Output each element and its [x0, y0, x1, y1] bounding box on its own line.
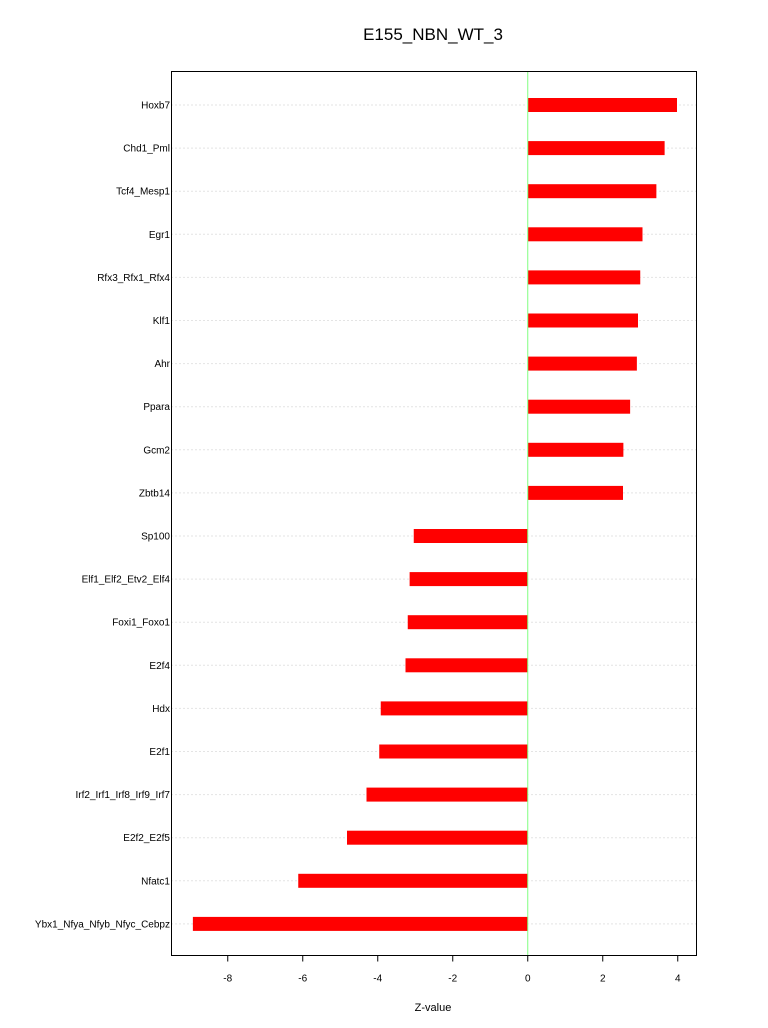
bar: [528, 400, 630, 414]
category-label: Irf2_Irf1_Irf8_Irf9_Irf7: [75, 790, 170, 802]
bar: [414, 529, 528, 543]
category-label: Foxi1_Foxo1: [112, 617, 170, 629]
category-labels: [35, 101, 171, 931]
category-label: E2f1: [149, 747, 170, 758]
bar: [528, 443, 624, 457]
bar: [381, 701, 528, 715]
category-label: Nfatc1: [141, 876, 170, 888]
bar: [408, 615, 528, 629]
bar: [406, 658, 528, 672]
x-tick-label: 2: [599, 973, 606, 985]
category-label: Gcm2: [143, 445, 170, 457]
bar: [347, 831, 528, 845]
x-tick-label: -2: [448, 973, 458, 985]
category-label: Egr1: [148, 229, 170, 241]
bar: [528, 486, 623, 500]
bar: [298, 874, 528, 888]
bar: [193, 917, 528, 931]
category-label: Ppara: [143, 402, 170, 414]
bar: [528, 98, 677, 112]
x-tick-label: -4: [373, 973, 383, 985]
category-label: Hoxb7: [141, 100, 170, 112]
bar: [410, 572, 528, 586]
category-label: E2f4: [149, 660, 170, 672]
bar: [367, 788, 528, 802]
x-tick-label: -8: [223, 973, 233, 985]
bars: [193, 98, 677, 931]
category-label: Tcf4_Mesp1: [116, 186, 170, 198]
x-tick-label: -6: [298, 973, 308, 985]
x-axis: [223, 956, 681, 985]
x-axis-title: Z-value: [414, 1002, 452, 1014]
category-label: Ahr: [154, 359, 170, 371]
chart-title: E155_NBN_WT_3: [363, 25, 503, 44]
bar: [528, 357, 637, 371]
category-label: Hdx: [152, 703, 170, 715]
x-tick-label: 0: [524, 973, 531, 985]
category-label: Klf1: [152, 316, 170, 327]
bar: [379, 745, 528, 759]
bar: [528, 314, 638, 328]
bar: [528, 184, 657, 198]
category-label: Ybx1_Nfya_Nfyb_Nfyc_Cebpz: [34, 919, 170, 931]
category-label: Sp100: [141, 531, 170, 543]
x-tick-label: 4: [674, 973, 681, 985]
plot-frame: [172, 72, 697, 956]
category-label: Chd1_Pml: [123, 143, 170, 155]
bar: [528, 227, 643, 241]
category-label: Elf1_Elf2_Etv2_Elf4: [81, 574, 170, 586]
category-label: E2f2_E2f5: [123, 833, 170, 845]
category-label: Zbtb14: [138, 488, 170, 500]
category-label: Rfx3_Rfx1_Rfx4: [97, 272, 170, 284]
bar: [528, 270, 641, 284]
bar: [528, 141, 665, 155]
